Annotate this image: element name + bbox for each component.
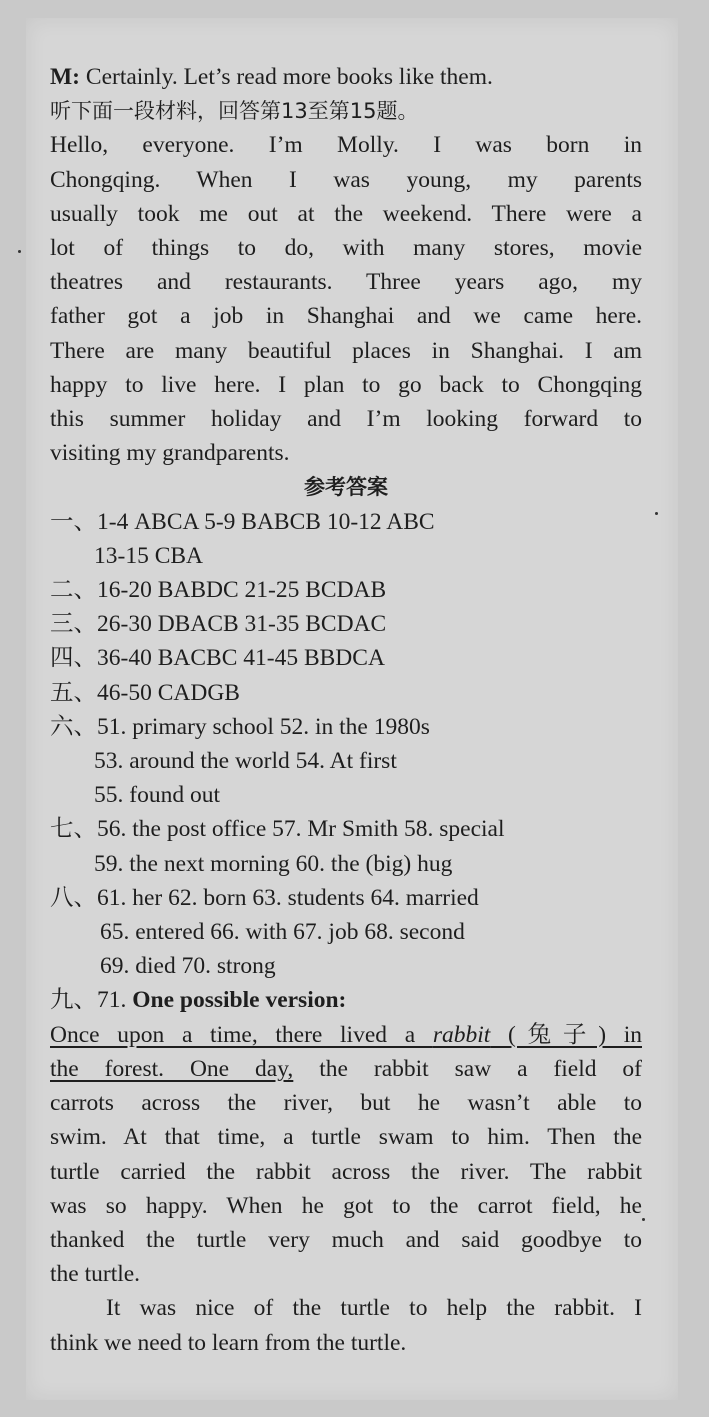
passage-line: visiting my grandparents. <box>50 440 290 467</box>
answer-line: 三、26-30 DBACB 31-35 BCDAC <box>50 611 387 638</box>
passage-line: father got a job in Shanghai and we came here. <box>50 303 642 330</box>
answer-line: 65. entered 66. with 67. job 68. second <box>100 919 465 946</box>
answer-line: 二、16-20 BABDC 21-25 BCDAB <box>50 577 387 604</box>
essay-line <box>50 1052 642 1086</box>
dialog-text: Certainly. Let’s read more books like them. <box>80 64 493 90</box>
essay-line <box>50 1018 642 1052</box>
answer-line: 一、1-4 ABCA 5-9 BABCB 10-12 ABC <box>50 508 435 535</box>
writing-heading <box>50 983 642 1017</box>
essay-underlined-phrase: the forest. One day, <box>50 1055 294 1082</box>
passage-line: theatres and restaurants. Three years ago, my <box>50 269 642 296</box>
answer-line: 六、51. primary school 52. in the 1980s <box>50 713 430 740</box>
answer-line: 四、36-40 BACBC 41-45 BBDCA <box>50 645 385 672</box>
passage-line: lot of things to do, with many stores, movie <box>50 235 642 262</box>
answers-title: 参考答案 <box>304 475 388 500</box>
essay-line: think we need to learn from the turtle. <box>50 1329 407 1356</box>
essay-text: the rabbit saw a field of <box>293 1055 643 1082</box>
answer-line: 五、46-50 CADGB <box>50 679 240 706</box>
essay-line: turtle carried the rabbit across the river. The rabbit <box>50 1158 642 1185</box>
essay-italic-word: rabbit <box>432 1021 491 1048</box>
essay-underlined-start: Once upon a time, there lived a <box>50 1021 433 1048</box>
writing-label: 九、71. <box>50 987 133 1014</box>
essay-line: thanked the turtle very much and said goodbye to <box>50 1226 642 1253</box>
print-speck <box>18 250 21 253</box>
passage-line: Chongqing. When I was young, my parents <box>50 166 642 193</box>
essay-underlined-end: (兔子) in <box>490 1021 642 1048</box>
answer-key-text <box>50 60 642 1360</box>
answer-line: 69. died 70. strong <box>100 953 276 980</box>
passage-line: this summer holiday and I’m looking forward to <box>50 406 642 433</box>
answer-line: 59. the next morning 60. the (big) hug <box>94 850 453 877</box>
essay-line: was so happy. When he got to the carrot field, he <box>50 1192 642 1219</box>
passage-line: usually took me out at the weekend. There were a <box>50 200 642 227</box>
answer-line: 七、56. the post office 57. Mr Smith 58. special <box>50 816 505 843</box>
print-speck <box>642 1218 645 1221</box>
dialog-line <box>50 60 642 94</box>
passage-line: happy to live here. I plan to go back to Chongqing <box>50 371 642 398</box>
essay-line: the turtle. <box>50 1261 141 1288</box>
passage-line: There are many beautiful places in Shanghai. I am <box>50 337 642 364</box>
section-heading: 听下面一段材料，回答第13至第15题。 <box>50 99 419 124</box>
answer-line: 55. found out <box>94 782 220 809</box>
answer-line: 八、61. her 62. born 63. students 64. married <box>50 884 479 911</box>
writing-version: One possible version: <box>132 987 347 1014</box>
answer-line: 53. around the world 54. At first <box>94 748 397 775</box>
speaker-label: M: <box>50 64 81 90</box>
passage-line: Hello, everyone. I’m Molly. I was born in <box>50 132 642 159</box>
essay-line: swim. At that time, a turtle swam to him. Then the <box>50 1124 642 1151</box>
essay-line: carrots across the river, but he wasn’t able to <box>50 1090 642 1117</box>
answer-line: 13-15 CBA <box>94 542 204 569</box>
essay-line: It was nice of the turtle to help the rabbit. I <box>106 1295 642 1322</box>
print-speck <box>655 512 658 515</box>
